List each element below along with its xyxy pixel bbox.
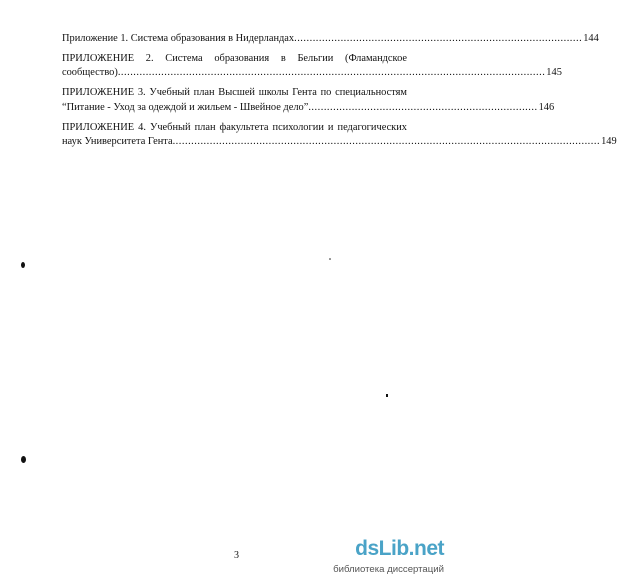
toc-entry-title-cont: “Питание - Уход за одеждой и жильем - Швейное дело” [62,101,309,113]
toc-entry-line [62,32,599,46]
toc-page-number: 144 [583,33,599,44]
watermark-subtitle: библиотека диссертаций [333,564,444,575]
toc-leader-dots: ............................................................................................. [294,33,583,44]
toc-page-number: 145 [546,67,562,79]
watermark-brand: dsLib.net [355,537,444,560]
scan-speck [386,394,388,397]
toc-page-number: 146 [538,101,555,113]
toc-entry-line [62,101,555,115]
toc-page-number: 149 [601,135,617,147]
toc-entry-3[interactable] [62,86,555,115]
scan-mark [21,262,25,268]
toc-entry-4[interactable] [62,121,617,150]
toc-leader-dots: .......................................................................................................................................... [172,135,601,147]
toc-entry-title: ПРИЛОЖЕНИЕ 3. Учебный план Высшей школы Гента по специальностям [62,87,407,99]
toc-entry-2[interactable] [62,52,562,81]
scan-speck [329,258,331,260]
toc-entry-1[interactable] [62,32,599,46]
toc-entry-title-cont: наук Университета Гента [62,135,173,147]
toc-entry-title: Приложение 1. Система образования в Нидерландах [62,33,295,44]
toc-leader-dots: .......................................................................... [308,101,538,113]
scan-mark [21,456,26,463]
toc-entry-title: ПРИЛОЖЕНИЕ 4. Учебный план факультета психологии и педагогических [62,121,407,133]
toc-leader-dots: .......................................................................................................................................... [117,67,546,79]
toc-entry-line [62,135,617,149]
watermark-logo [333,537,444,577]
table-of-contents [62,32,617,155]
toc-entry-title-cont: сообщество) [62,67,118,79]
page-number: 3 [234,550,239,561]
toc-entry-title: ПРИЛОЖЕНИЕ 2. Система образования в Бельгии (Фламандское [62,52,407,64]
toc-entry-line [62,66,562,80]
